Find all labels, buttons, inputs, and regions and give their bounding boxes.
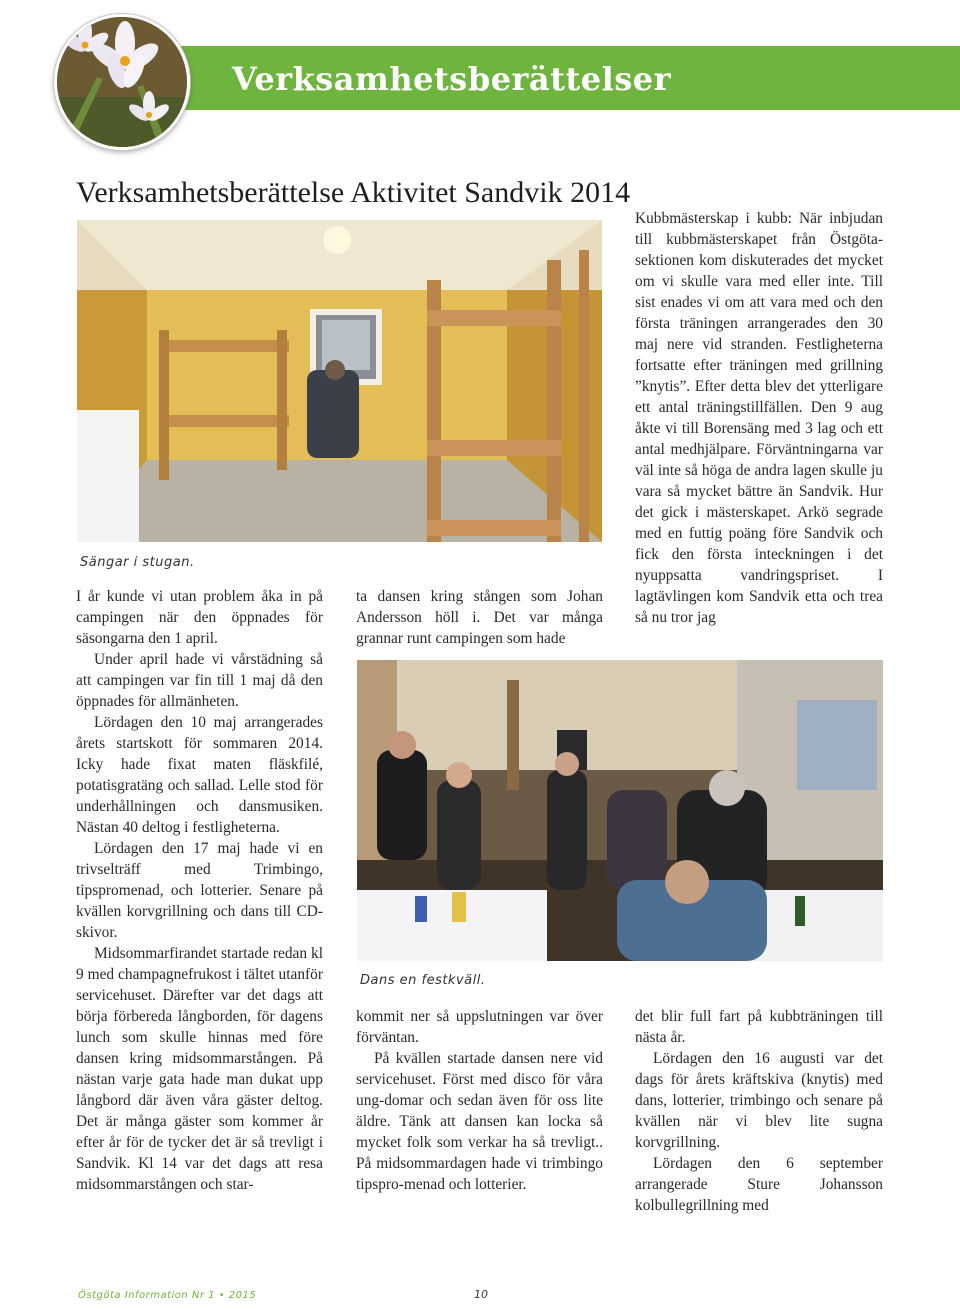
paragraph: Lördagen den 10 maj arrangerades årets startskott för sommaren 2014. Icky hade fixat maten fläskfilé, potatisgratäng och sallad. Lelle stod för underhållningen och dansmusiken. Nästan 40 deltog i festligheterna.: [76, 714, 323, 836]
paragraph: Midsommarfirandet startade redan kl 9 med champagnefrukost i tältet utanför servicehuset. Därefter var det dags att börja förbereda långborden, för dagens lunch som skulle hinnas med före dansen kring midsommarstången. På nästan varje gata hade man dukat upp långbord där även våra gäster deltog. Det är många gäster som kommer år efter år för de tycker det är så trevligt i Sandvik. Kl 14 var det dags att resa midsommarstången och star-: [76, 945, 323, 1193]
header-banner: [120, 46, 960, 110]
paragraph: Lördagen den 6 september arrangerade Sture Johansson kolbullegrillning med: [635, 1155, 883, 1214]
paragraph: det blir full fart på kubbträningen till nästa år.: [635, 1008, 883, 1046]
text-column-2-top: [356, 586, 603, 649]
text-column-3-bottom: [635, 1006, 883, 1216]
paragraph: ta dansen kring stången som Johan Andersson höll i. Det var många grannar runt campingen som hade: [356, 588, 603, 647]
page-number: 10: [474, 1288, 488, 1301]
paragraph: kommit ner så uppslutningen var över förväntan.: [356, 1008, 603, 1046]
text-column-3-top: [635, 208, 883, 628]
photo-caption-dance: Dans en festkväll.: [360, 973, 486, 988]
paragraph: Kubbmästerskap i kubb: När inbjudan till kubbmästerskapet från Östgöta-sektionen kom diskuterades det mycket om vi skulle vara med eller inte. Till sist enades vi om att vara med och den första träningen arrangerades den 30 maj nere vid stranden. Festligheterna fortsatte efter träningen med grillning ”knytis”. Efter detta blev det ytterligare ett antal träningstillfällen. Den 9 aug åkte vi till Borensäng med 3 lag och ett antal medhjälpare. Förväntningarna var väl inte så höga de andra lagen skulle ju vara så mycket bättre än Sandvik. Hur det gick i mästerskapet. Arkö segrade med en futtig poäng före Sandvik och fick den första inteckningen i det nyuppsatta vandringspriset. I lagtävlingen kom Sandvik etta och trea så nu tror jag: [635, 210, 883, 626]
paragraph: På kvällen startade dansen nere vid servicehuset. Först med disco för våra ung-domar och sedan även för oss lite äldre. Tänk att dansen kan locka så mycket folk som verkar ha så trevligt.. På midsommardagen hade vi trimbingo tipspro-menad och lotterier.: [356, 1050, 603, 1193]
paragraph: I år kunde vi utan problem åka in på campingen när den öppnades för säsongarna den 1 april.: [76, 588, 323, 647]
dance-party-photo: [357, 660, 883, 961]
text-column-2-bottom: [356, 1006, 603, 1195]
publication-footer: Östgöta Information Nr 1 • 2015: [78, 1290, 257, 1301]
cabin-bunk-beds-photo: [77, 220, 602, 542]
paragraph: Lördagen den 16 augusti var det dags för årets kräftskiva (knytis) med dans, lotterier, trimbingo och senare på kvällen när vi blev lite sugna korvgrillning.: [635, 1050, 883, 1151]
crocus-flower-logo: [54, 14, 190, 150]
section-title: Verksamhetsberättelser: [232, 60, 671, 98]
crocus-flower-icon: [57, 17, 187, 147]
party-photo-image: [357, 660, 883, 961]
paragraph: Under april hade vi vårstädning så att campingen var fin till 1 maj då den öppnades för allmänheten.: [76, 651, 323, 710]
photo-caption-cabin: Sängar i stugan.: [80, 555, 195, 570]
text-column-1: [76, 586, 323, 1195]
cabin-photo-image: [77, 220, 602, 542]
paragraph: Lördagen den 17 maj hade vi en trivselträff med Trimbingo, tipspromenad, och lotterier. Senare på kvällen korvgrillning och dans till CD-skivor.: [76, 840, 323, 941]
article-title: Verksamhetsberättelse Aktivitet Sandvik 2014: [76, 176, 631, 209]
